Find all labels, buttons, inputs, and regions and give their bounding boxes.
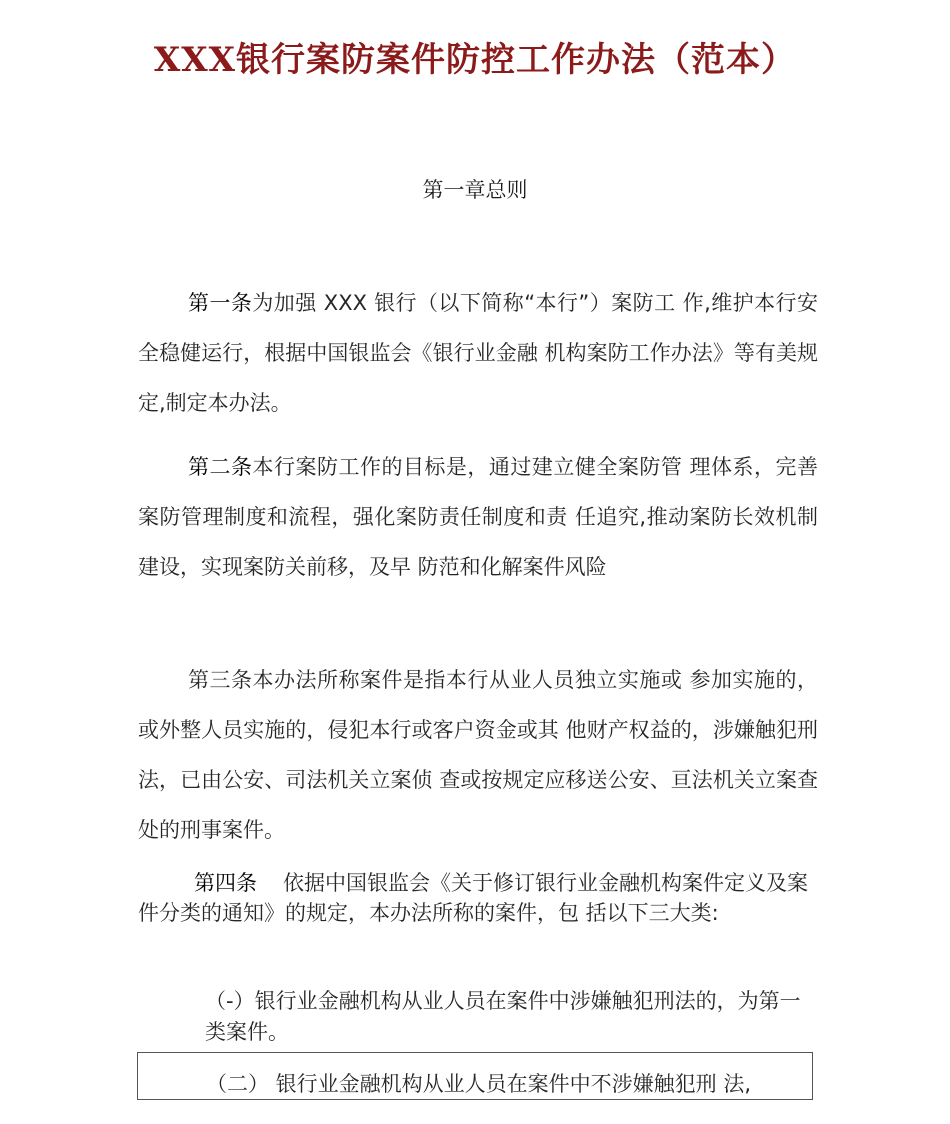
document-title: XXX银行案防案件防控工作办法（范本）: [153, 40, 797, 80]
chapter-heading: 第一章总则: [422, 178, 528, 202]
article-1: [138, 278, 818, 428]
article-3-text: 本办法所称案件是指本行从业人员独立实施或 参加实施的，或外整人员实施的，侵犯本行或客户资金或其 他财产权益的，涉嫌触犯刑法，已由公安、司法机关立案侦 查或按规定应移送公安、亘法机关立案查处的刑事案件。: [138, 668, 818, 842]
article-2-label: 第二条: [188, 455, 253, 479]
article-4-text: 依据中国银监会《关于修订银行业金融机构案件定义及案件分类的通知》的规定，本办法所称的案件，包 括以下三大类:: [138, 871, 808, 925]
article-3-label: 第三条: [188, 668, 253, 692]
article-3: [138, 655, 818, 855]
article-2-text: 本行案防工作的目标是，通过建立健全案防管 理体系，完善案防管理制度和流程，强化案防责任制度和责 任追究,推动案防长效机制建设，实现案防关前移，及早 防范和化解案件风险: [138, 455, 818, 579]
list-item-1: （-）银行业金融机构从业人员在案件中涉嫌触犯刑法的，为第一类案件。: [205, 989, 801, 1044]
article-1-label: 第一条: [188, 291, 253, 315]
article-4-label: 第四条: [194, 871, 257, 895]
article-1-text: 为加强 XXX 银行（以下简称“本行”）案防工 作,维护本行安全稳健运行，根据中国银监会《银行业金融 机构案防工作办法》等有美规定,制定本办法。: [138, 291, 818, 415]
article-2: [138, 442, 818, 592]
article-4: [138, 868, 818, 928]
list-item-2-box: [137, 1052, 813, 1100]
list-item-2: （二） 银行业金融机构从业人员在案件中不涉嫌触犯刑 法,: [206, 1072, 752, 1096]
